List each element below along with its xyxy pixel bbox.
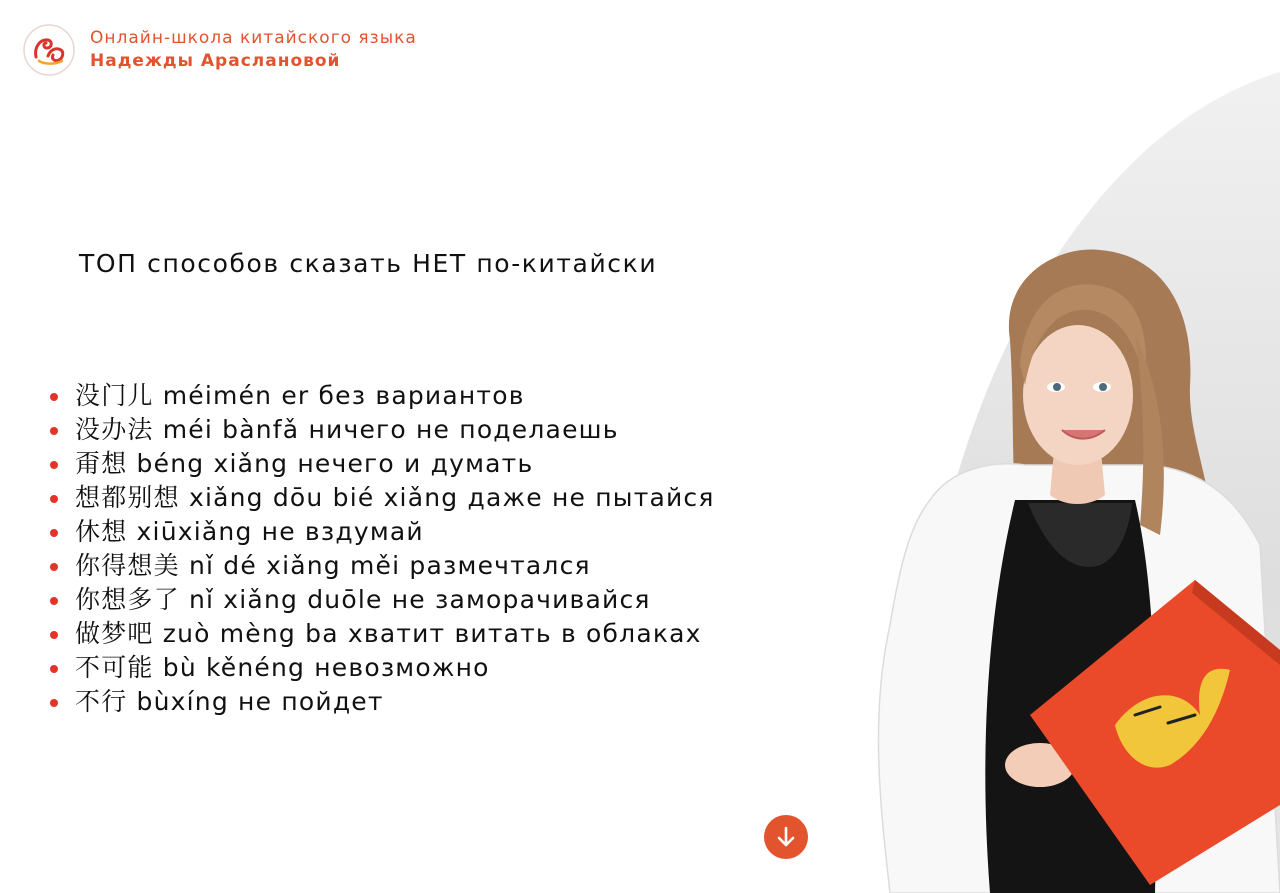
list-item	[48, 447, 715, 481]
teacher-photo	[850, 245, 1280, 893]
bullet-icon	[50, 597, 58, 605]
bullet-icon	[50, 461, 58, 469]
phrase-text: 你得想美 nǐ dé xiǎng měi размечтался	[75, 551, 591, 580]
phrase-text: 不行 bùxíng не пойдет	[75, 687, 384, 716]
bullet-icon	[50, 495, 58, 503]
bullet-icon	[50, 665, 58, 673]
phrase-text: 不可能 bù kěnéng невозможно	[75, 653, 490, 682]
bullet-icon	[50, 427, 58, 435]
bullet-icon	[50, 393, 58, 401]
list-item	[48, 481, 715, 515]
bullet-icon	[50, 631, 58, 639]
page-title: ТОП способов сказать НЕТ по-китайски	[79, 249, 658, 278]
list-item	[48, 379, 715, 413]
bullet-icon	[50, 699, 58, 707]
phrase-text: 甭想 béng xiǎng нечего и думать	[75, 449, 534, 478]
school-name	[90, 27, 417, 73]
bullet-icon	[50, 529, 58, 537]
school-name-line2: Надежды Араслановой	[90, 51, 341, 71]
bullet-icon	[50, 563, 58, 571]
scroll-down-button[interactable]	[764, 815, 808, 859]
list-item	[48, 515, 715, 549]
phrase-text: 没办法 méi bànfǎ ничего не поделаешь	[75, 415, 619, 444]
list-item	[48, 413, 715, 447]
list-item	[48, 583, 715, 617]
phrase-text: 做梦吧 zuò mèng ba хватит витать в облаках	[75, 619, 702, 648]
arrow-down-icon	[775, 825, 797, 849]
list-item	[48, 651, 715, 685]
list-item	[48, 549, 715, 583]
phrase-text: 你想多了 nǐ xiǎng duōle не заморачивайся	[75, 585, 651, 614]
list-item	[48, 617, 715, 651]
phrase-text: 想都别想 xiǎng dōu bié xiǎng даже не пытайся	[75, 483, 715, 512]
list-item	[48, 685, 715, 719]
phrase-list	[48, 379, 715, 719]
dragon-logo-icon	[22, 23, 76, 77]
phrase-text: 没门儿 méimén er без вариантов	[75, 381, 525, 410]
phrase-text: 休想 xiūxiǎng не вздумай	[75, 517, 424, 546]
school-name-line1: Онлайн-школа китайского языка	[90, 28, 417, 48]
